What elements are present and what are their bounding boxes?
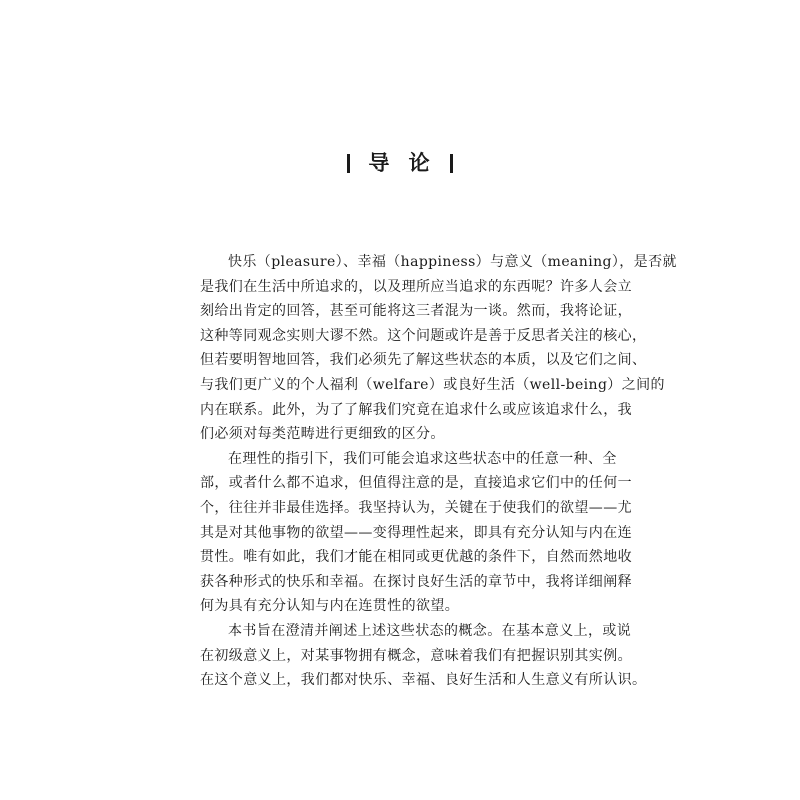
body-text xyxy=(200,250,677,693)
text-line: 个，往往并非最佳选择。我坚持认为，关键在于使我们的欲望——尤 xyxy=(200,499,632,516)
paragraph-3 xyxy=(200,619,647,693)
text-line: 其是对其他事物的欲望——变得理性起来，即具有充分认知与内在连 xyxy=(200,524,632,541)
text-line: 这种等同观念实则大谬不然。这个问题或许是善于反思者关注的核心， xyxy=(200,327,647,344)
text-line: 刻给出肯定的回答，甚至可能将这三者混为一谈。然而，我将论证， xyxy=(200,303,632,320)
heading-left-bar xyxy=(347,154,350,173)
paragraph-1 xyxy=(200,250,677,447)
text-line: 本书旨在澄清并阐述上述这些状态的概念。在基本意义上，或说 xyxy=(228,622,632,639)
text-line: 是我们在生活中所追求的，以及理所应当追求的东西呢？许多人会立 xyxy=(200,278,632,295)
text-line: 获各种形式的快乐和幸福。在探讨良好生活的章节中，我将详细阐释 xyxy=(200,573,632,590)
text-line: 与我们更广义的个人福利（welfare）或良好生活（well-being）之间的 xyxy=(200,376,665,393)
heading-right-bar xyxy=(450,154,453,173)
chapter-title: 导 论 xyxy=(368,151,436,175)
text-line: 们必须对每类范畴进行更细致的区分。 xyxy=(200,426,445,443)
text-line: 但若要明智地回答，我们必须先了解这些状态的本质，以及它们之间、 xyxy=(200,352,647,369)
text-line: 在初级意义上，对某事物拥有概念，意味着我们有把握识别其实例。 xyxy=(200,647,632,664)
paragraph-2 xyxy=(200,447,632,619)
text-line: 何为具有充分认知与内在连贯性的欲望。 xyxy=(200,598,460,615)
text-line: 在理性的指引下，我们可能会追求这些状态中的任意一种、全 xyxy=(228,450,617,467)
text-line: 内在联系。此外，为了了解我们究竟在追求什么或应该追求什么，我 xyxy=(200,401,632,418)
chapter-heading xyxy=(0,148,800,178)
text-line: 在这个意义上，我们都对快乐、幸福、良好生活和人生意义有所认识。 xyxy=(200,672,647,689)
text-line: 部，或者什么都不追求，但值得注意的是，直接追求它们中的任何一 xyxy=(200,475,632,492)
text-line: 贯性。唯有如此，我们才能在相同或更优越的条件下，自然而然地收 xyxy=(200,549,632,566)
text-line: 快乐（pleasure）、幸福（happiness）与意义（meaning），是否就 xyxy=(228,254,677,270)
